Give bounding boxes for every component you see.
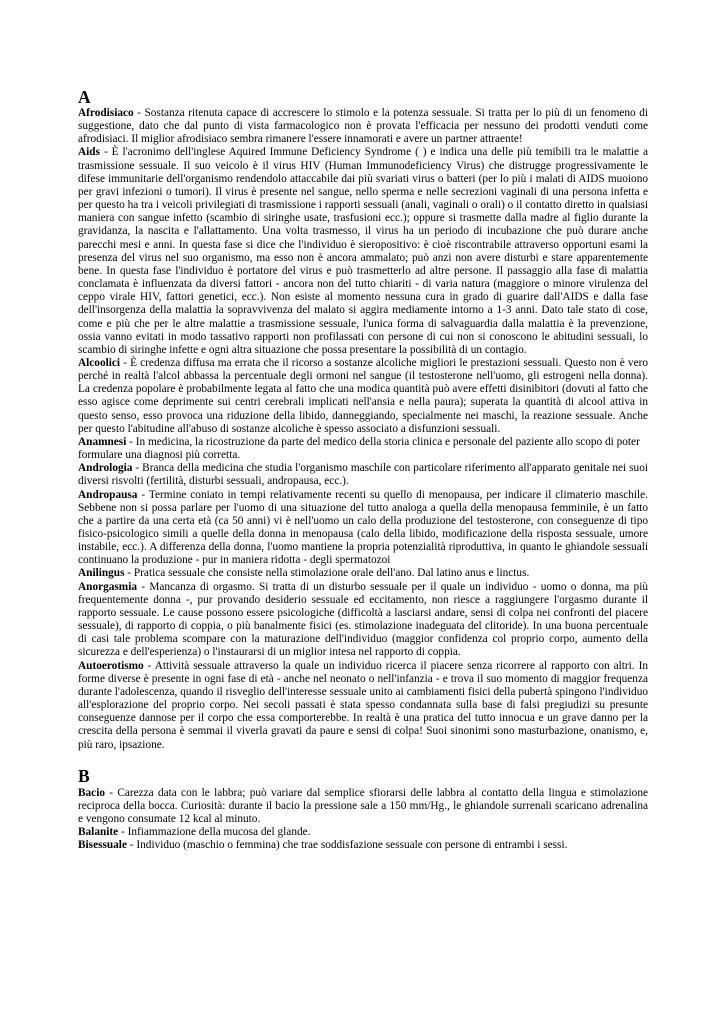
entry-term: Autoerotismo — [78, 659, 144, 672]
entry-definition: - Pratica sessuale che consiste nella stimolazione orale dell'ano. Dal latino anus e linctus. — [124, 567, 530, 580]
entry-definition: - Mancanza di orgasmo. Si tratta di un disturbo sessuale per il quale un individuo - uomo o donna, ma più frequentemente donna -, pur provando desiderio sessuale ed eccitamento, non riesce a raggiungere l'orgasmo durante il rapporto sessuale. Le cause possono essere psicologiche (difficoltà a lasciarsi andare, sensi di colpa nei confronti del piacere sessuale), di rapporto di coppia, o più banalmente fisici (es. stimolazione inadeguata del clitoride). In una buona percentuale di casi tale problema scompare con la maturazione dell'individuo (maggior confidenza col proprio corpo, aumento della sicurezza e dell'esperienza) o l'instaurarsi di un miglior intesa nel rapporto di coppia. — [78, 580, 648, 659]
entry-definition: - Termine coniato in tempi relativamente recenti su quello di menopausa, per indicare il climaterio maschile. Sebbene non si possa parlare per l'uomo di una situazione del tutto analoga a quella della menopausa femminile, è un fatto che a partire da una certa età (ca 50 anni) vi è nell'uomo un calo della produzione del testosterone, con conseguenze di tipo fisico-psicologico simili a quelle della donna in menopausa (calo della libido, modificazione della risposta sessuale, umore instabile, ecc.). A differenza della donna, l'uomo mantiene la propria potenzialità riproduttiva, in quanto le ghiandole sessuali continuano la produzione - pur in maniera ridotta - degli spermatozoi — [78, 488, 648, 567]
entry-term: Anamnesi — [78, 435, 127, 448]
entry-definition: - Sostanza ritenuta capace di accrescere lo stimolo e la potenza sessuale. Si tratta per lo più di un fenomeno di suggestione, dato che dal punto di vista farmacologico non è provata l'efficacia per nessuno dei prodotti venduti come afrodisiaci. Il miglior afrodisiaco sembra rimanere l'essere innamorati e avere un partner attraente! — [78, 107, 648, 146]
entry-term: Anilingus — [78, 567, 125, 580]
section-heading-a: A — [78, 87, 91, 107]
entry-definition: - Branca della medicina che studia l'organismo maschile con particolare riferimento all'apparato genitale nei suoi diversi risvolti (fertilità, disturbi sessuali, andropausa, ecc.). — [78, 462, 648, 488]
entry-term: Andropausa — [78, 488, 138, 501]
entry-definition: - Carezza data con le labbra; può variare dal semplice sfiorarsi delle labbra al contatto della lingua e stimolazione reciproca della bocca. Curiosità: durante il bacio la pressione sale a 150 mm/Hg., le ghiandole surrenali scaricano adrenalina e vengono consumate 12 kcal al minuto. — [78, 786, 648, 825]
glossary-entry-anorgasmia — [78, 581, 648, 660]
glossary-entry-alcoolici — [78, 357, 648, 436]
glossary-entry-bacio — [78, 787, 648, 826]
entry-term: Aids — [78, 146, 100, 159]
entry-definition: - In medicina, la ricostruzione da parte del medico della storia clinica e personale del paziente allo scopo di poter formulare una diagnosi più corretta. — [78, 435, 640, 462]
entry-term: Bacio — [78, 786, 105, 799]
glossary-entry-aids — [78, 146, 648, 357]
entry-definition: - È credenza diffusa ma errata che il ricorso a sostanze alcoliche migliori le prestazioni sessuali. Questo non è vero perché in realtà l'alcol abbassa la percentuale degli ormoni nel sangue (il testosterone nell'uomo, gli estrogeni nella donna). La credenza popolare è probabilmente legata al fatto che una modica quantità può avere effetti disinibitori (dovuti al fatto che esso agisce come deprimente sui centri cerebrali implicati nell'ansia e nella paura); superata la quantità di alcool attiva in questo senso, esso provoca una riduzione della libido, danneggiando, specialmente nei maschi, la reazione sessuale. Anche per questo l'abitudine all'abuso di sostanze alcoliche è spesso associato a disfunzioni sessuali. — [78, 356, 648, 435]
entry-term: Andrologia — [78, 462, 133, 475]
entry-term: Bisessuale — [78, 839, 127, 852]
entry-term: Balanite — [78, 826, 119, 839]
glossary-entry-anamnesi — [78, 436, 648, 462]
entry-definition: - Individuo (maschio o femmina) che trae soddisfazione sessuale con persone di entrambi i sessi. — [126, 839, 568, 852]
glossary-entry-bisessuale — [78, 839, 648, 852]
entry-definition: - È l'acronimo dell'inglese Aquired Immune Deficiency Syndrome ( ) e indica una delle più temibili tra le malattie a trasmissione sessuale. Il suo veicolo è il virus HIV (Human Immunodeficiency Virus) che distrugge progressivamente le difese immunitarie dell'organismo rendendolo attaccabile dai più svariati virus o batteri (per lo più i malati di AIDS muoiono per gravi infezioni o tumori). Il virus è presente nel sangue, nello sperma e nelle secrezioni vaginali di una persona infetta e per questo ha tra i veicoli privilegiati di trasmissione i rapporti sessuali (anali, vaginali o orali) o il contatto diretto in qualsiasi maniera con sangue infetto (scambio di siringhe usate, trasfusioni ecc.); oppure si trasmette dalla madre al figlio durante la gravidanza, la nascita e l'allattamento. Una volta trasmesso, il virus ha un periodo di incubazione che può durare anche parecchi mesi e anni. In questa fase si dice che l'individuo è sieropositivo: è cioè riscontrabile attraverso opportuni esami la presenza del virus nel suo organismo, ma esso non è ancora ammalato; può anzi non avere disturbi e stare apparentemente bene. In questa fase l'individuo è portatore del virus e può trasmetterlo ad altre persone. Il passaggio alla fase di malattia conclamata è influenzata da diversi fattori - ancora non del tutto chiariti - di varia natura (maggiore o minore virulenza del ceppo virale HIV, fattori genetici, ecc.). Non esiste al momento nessuna cura in grado di guarire dall'AIDS e dalla fase dell'insorgenza della malattia la sopravvivenza del malato si aggira mediamente intorno a 1-3 anni. Dato tale stato di cose, come e più che per le altre malattie a trasmissione sessuale, l'unica forma di salvaguardia dalla malattia è la prevenzione, ossia vanno evitati in modo tassativo rapporti non profilassati con persone di cui non si conoscono le abitudini sessuali, lo scambio di siringhe infette e ogni altra situazione che possa presentare la possibilità di un contagio. — [78, 146, 648, 356]
document-page — [78, 87, 648, 852]
entry-term: Anorgasmia — [78, 580, 137, 593]
glossary-entry-anilingus — [78, 567, 648, 580]
entry-term: Afrodisiaco — [78, 107, 134, 119]
glossary-entry-autoerotismo — [78, 660, 648, 752]
section-heading-b: B — [78, 765, 90, 786]
glossary-entry-afrodisiaco — [78, 107, 648, 146]
glossary-entry-andropausa — [78, 489, 648, 568]
glossary-entry-andrologia — [78, 462, 648, 488]
entry-definition: - Attività sessuale attraverso la quale un individuo ricerca il piacere senza ricorrere al rapporto con altri. In forme diverse è presente in ogni fase di età - anche nel neonato o nell'infanzia - e trova il suo momento di maggior frequenza durante l'adolescenza, quando il risveglio dell'interesse sessuale unito ai cambiamenti fisici della pubertà spingono l'individuo all'esplorazione del proprio corpo. Nei secoli passati è stata spesso condannata sulla base di falsi pregiudizi su presunte conseguenze dannose per il corpo che essa comporterebbe. In realtà è una pratica del tutto innocua e un grave danno per la crescita della persona è semmai il viverla gravati da paure e sensi di colpa! Suoi sinonimi sono masturbazione, onanismo, e, più raro, ipsazione. — [78, 659, 648, 751]
glossary-entry-balanite — [78, 826, 648, 839]
entry-definition: - Infiammazione della mucosa del glande. — [118, 826, 311, 839]
entry-term: Alcoolici — [78, 356, 121, 369]
